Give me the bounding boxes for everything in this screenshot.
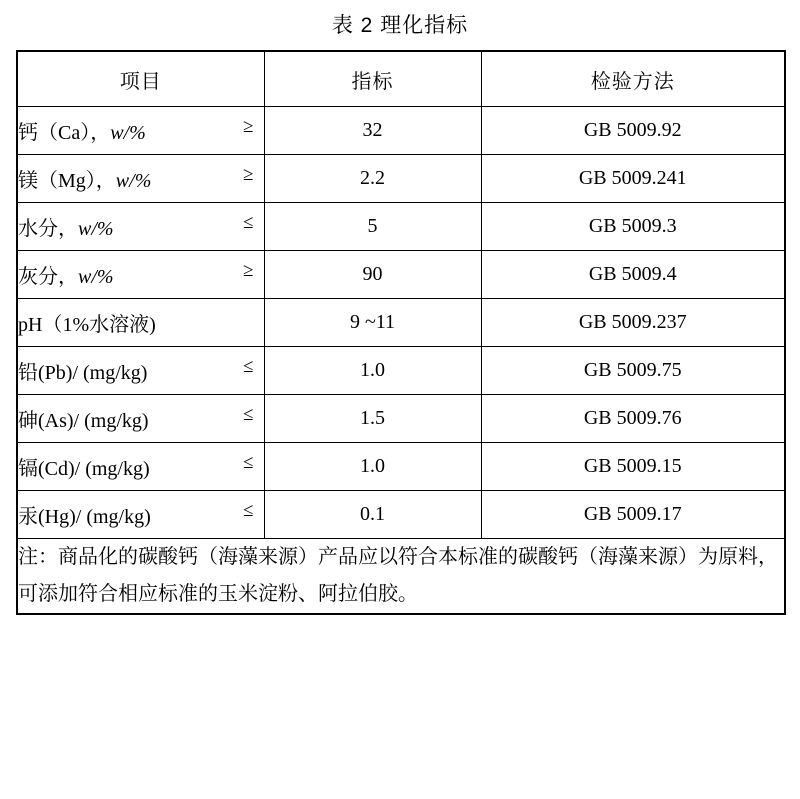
- cell-method: GB 5009.4: [481, 251, 785, 299]
- table-row: [17, 203, 785, 251]
- item-label: 铅(Pb)/ (mg/kg): [18, 362, 148, 384]
- table-row: [17, 155, 785, 203]
- table-header-row: [17, 51, 785, 107]
- table-row: [17, 443, 785, 491]
- cell-method: GB 5009.3: [481, 203, 785, 251]
- cell-item: [17, 347, 264, 395]
- table-header: [17, 51, 785, 107]
- column-header-index: 指标: [264, 51, 481, 107]
- cell-method: GB 5009.15: [481, 443, 785, 491]
- cell-index: 1.0: [264, 443, 481, 491]
- item-label: 镉(Cd)/ (mg/kg): [18, 458, 150, 480]
- table-row: [17, 107, 785, 155]
- table-caption: 表 2 理化指标: [331, 14, 469, 37]
- cell-method: GB 5009.75: [481, 347, 785, 395]
- cell-index: 5: [264, 203, 481, 251]
- cell-index: 1.5: [264, 395, 481, 443]
- cell-method: GB 5009.76: [481, 395, 785, 443]
- item-relation: ≥: [243, 116, 254, 137]
- item-label: pH（1%水溶液): [18, 314, 156, 336]
- cell-method: GB 5009.241: [481, 155, 785, 203]
- item-unit: w/%: [78, 266, 114, 288]
- item-relation: ≤: [243, 404, 254, 425]
- table-row: [17, 251, 785, 299]
- item-label: 镁（Mg），: [18, 170, 116, 192]
- cell-item: [17, 395, 264, 443]
- table-row: [17, 491, 785, 539]
- table-row: [17, 347, 785, 395]
- cell-item: [17, 251, 264, 299]
- item-label: 水分，: [18, 218, 78, 240]
- physicochemical-indicators-table: [16, 50, 786, 615]
- item-relation: ≥: [243, 164, 254, 185]
- cell-index: 9 ~11: [264, 299, 481, 347]
- cell-item: [17, 203, 264, 251]
- cell-item: [17, 155, 264, 203]
- cell-index: 2.2: [264, 155, 481, 203]
- item-relation: ≤: [243, 356, 254, 377]
- cell-index: 32: [264, 107, 481, 155]
- item-relation: ≤: [243, 452, 254, 473]
- item-unit: w/%: [110, 122, 146, 144]
- item-relation: ≤: [243, 500, 254, 521]
- item-relation: ≤: [243, 212, 254, 233]
- table-body: [17, 107, 785, 615]
- item-unit: w/%: [78, 218, 114, 240]
- cell-index: 0.1: [264, 491, 481, 539]
- table-note-text: 注：商品化的碳酸钙（海藻来源）产品应以符合本标准的碳酸钙（海藻来源）为原料，可添加符合相应标准的玉米淀粉、阿拉伯胶。: [18, 546, 778, 605]
- item-label: 钙（Ca），: [18, 122, 111, 144]
- table-note: [17, 539, 785, 615]
- table-note-row: [17, 539, 785, 615]
- item-label: 灰分，: [18, 266, 78, 288]
- cell-index: 90: [264, 251, 481, 299]
- column-header-method: 检验方法: [481, 51, 785, 107]
- item-relation: ≥: [243, 260, 254, 281]
- table-row: [17, 395, 785, 443]
- table-row: [17, 299, 785, 347]
- cell-item: [17, 107, 264, 155]
- cell-method: GB 5009.17: [481, 491, 785, 539]
- cell-method: GB 5009.92: [481, 107, 785, 155]
- column-header-item: 项目: [17, 51, 264, 107]
- item-label: 砷(As)/ (mg/kg): [18, 410, 149, 432]
- item-label: 汞(Hg)/ (mg/kg): [18, 506, 151, 528]
- cell-item: [17, 443, 264, 491]
- cell-item: [17, 491, 264, 539]
- table-container: [0, 50, 800, 615]
- cell-method: GB 5009.237: [481, 299, 785, 347]
- item-unit: w/%: [115, 170, 152, 192]
- cell-item: [17, 299, 264, 347]
- cell-index: 1.0: [264, 347, 481, 395]
